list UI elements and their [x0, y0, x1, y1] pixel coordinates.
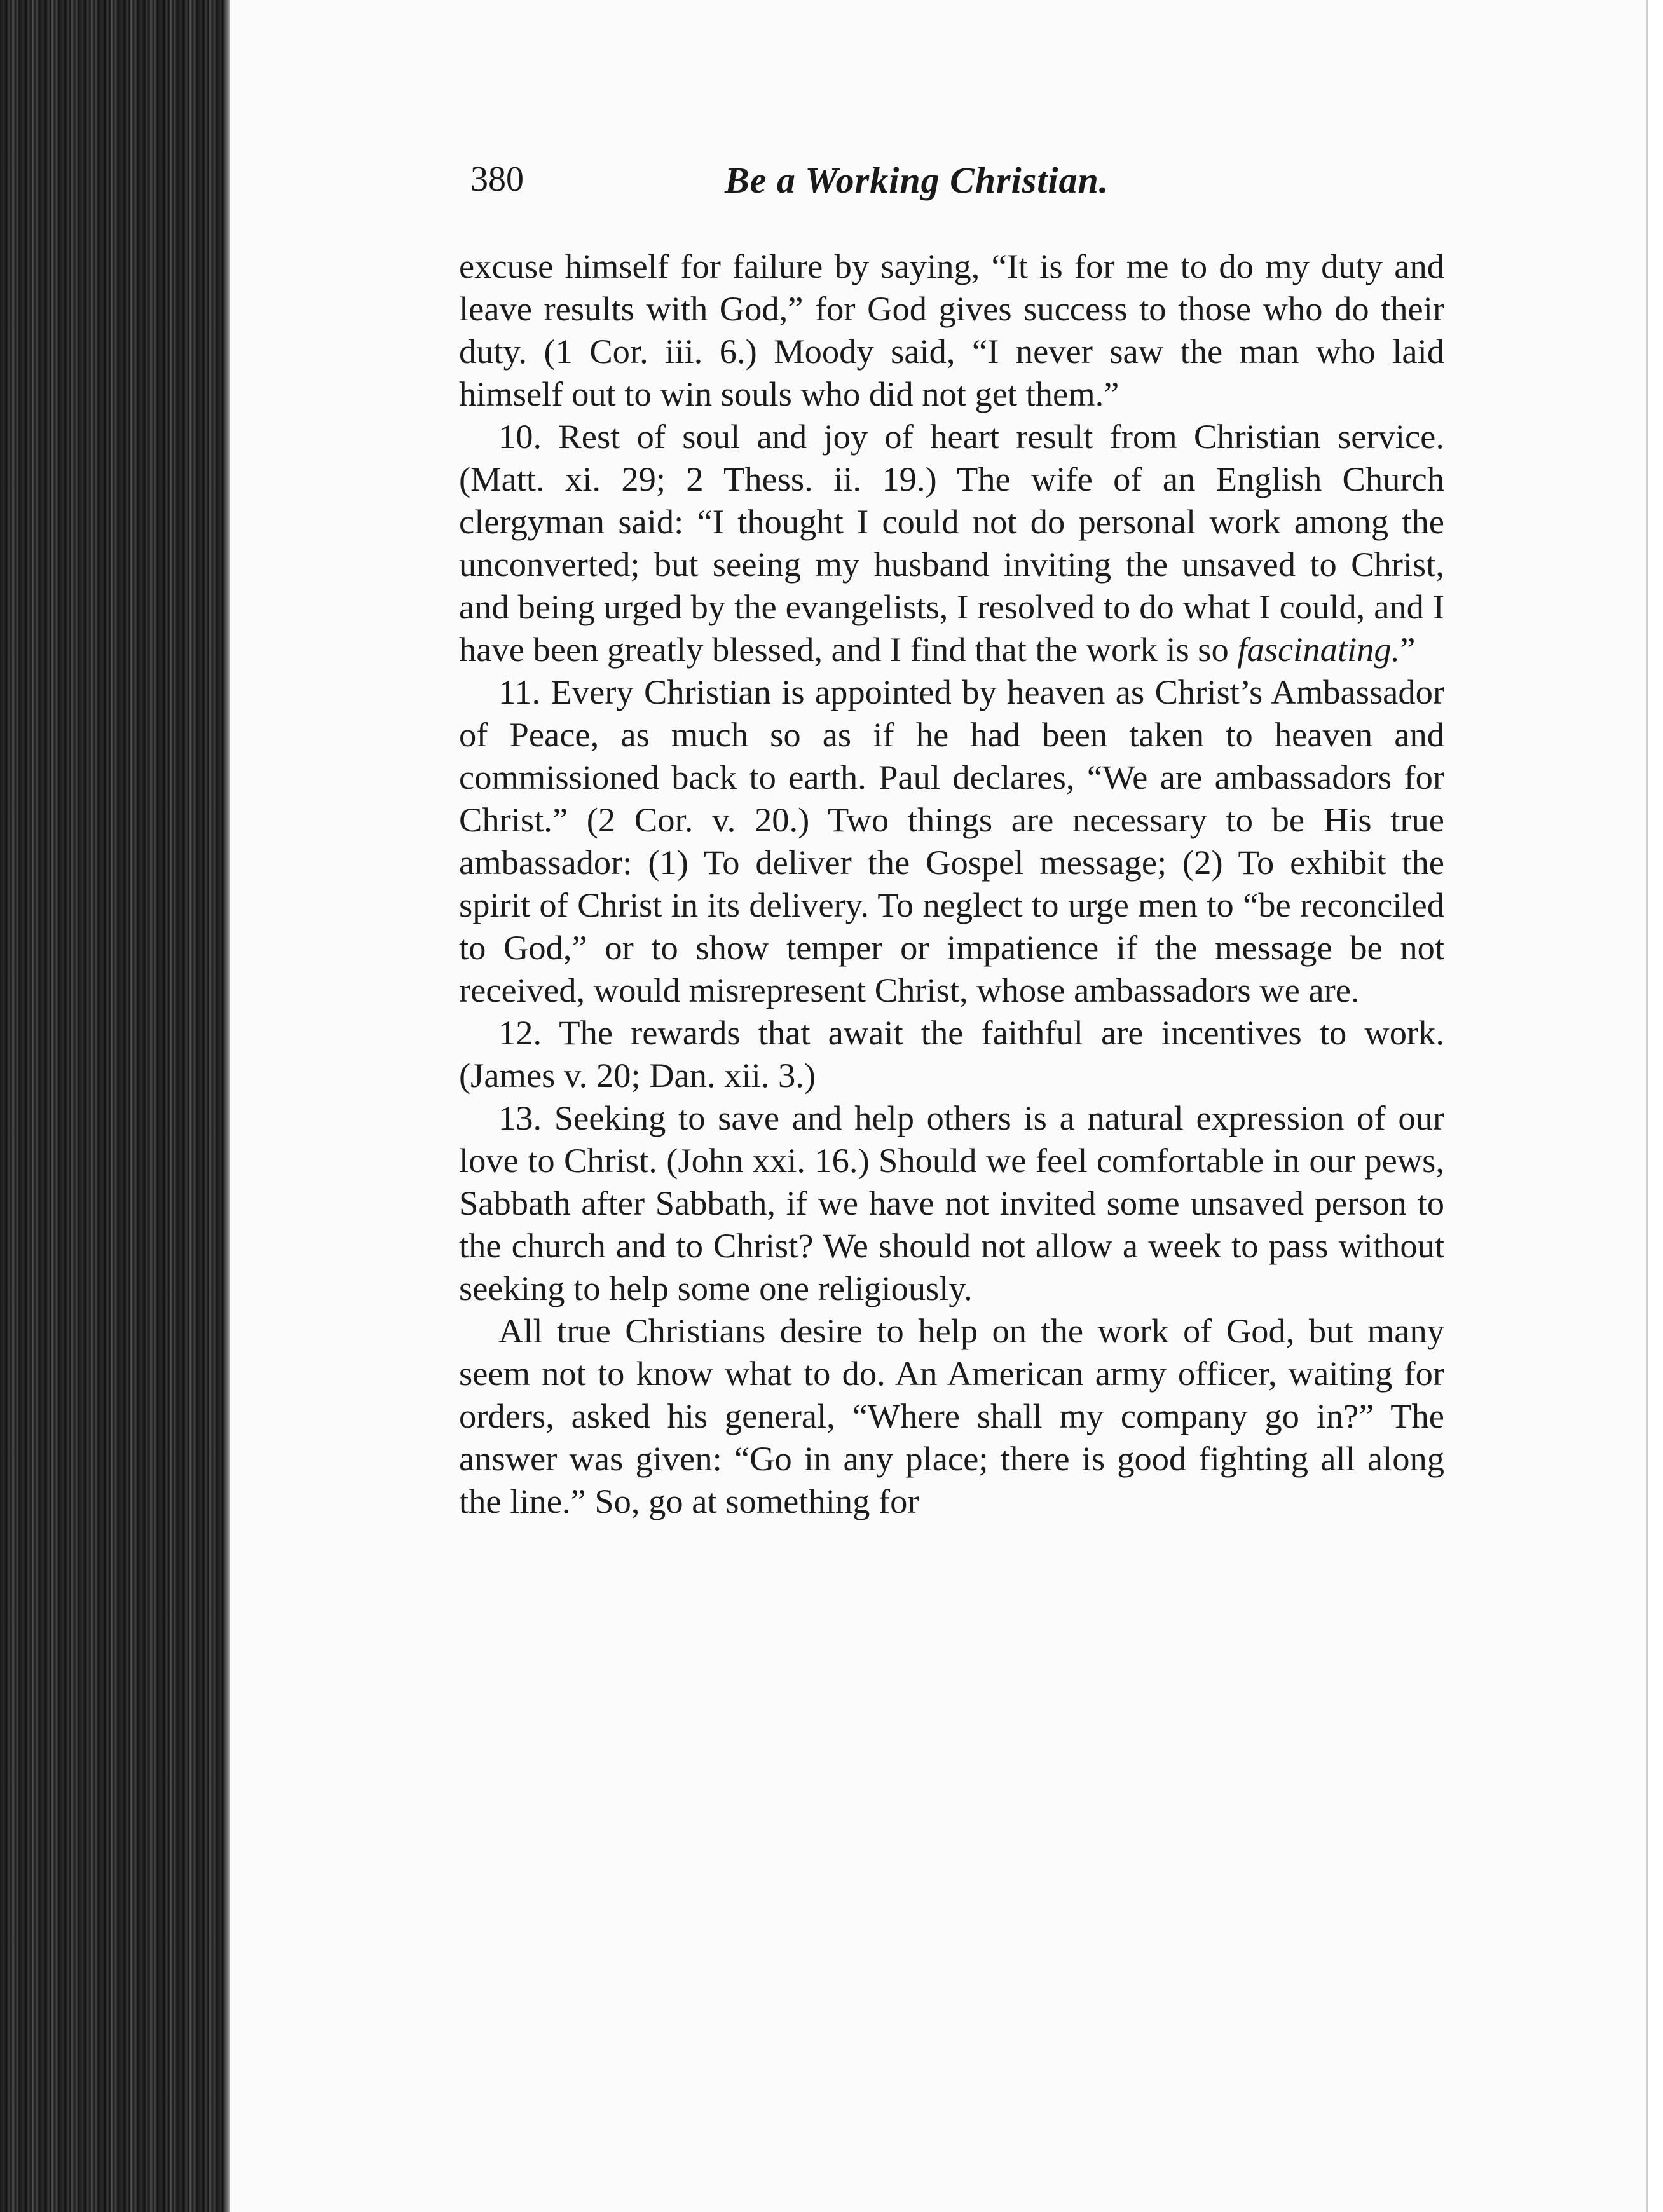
paragraph-point-12 — [459, 1011, 1444, 1096]
paragraph-point-11 — [459, 671, 1444, 1011]
book-page-edges — [0, 0, 226, 2212]
closing-quote: ” — [1400, 630, 1416, 669]
paragraph-text: All true Christians desire to help on the work of God, but many seem not to know what to do. An American army officer, waiting for orders, asked his general, “Where shall my company go in?” The answer was given: “Go in any place; there is good fighting all along the line.” So, go at something for — [459, 1311, 1444, 1520]
paragraph-text: 11. Every Christian is appointed by heaven as Christ’s Ambassador of Peace, as much so as if he had been taken to heaven and commissioned back to earth. Paul declares, “We are ambassadors for Christ.” (2 Cor. v. 20.) Two things are necessary to be His true ambassador: (1) To deliver the Gospel message; (2) To exhibit the spirit of Christ in its delivery. To neglect to urge men to “be reconciled to God,” or to show temper or impatience if the message be not received, would misrepresent Christ, whose ambassadors we are. — [459, 672, 1444, 1009]
paragraph-text: excuse himself for failure by saying, “It is for me to do my duty and leave results with God,” for God gives success to those who do their duty. (1 Cor. iii. 6.) Moody said, “I never saw the man who laid himself out to win souls who did not get them.” — [459, 247, 1444, 413]
paragraph-text: 13. Seeking to save and help others is a natural expression of our love to Christ. (John xxi. 16.) Should we feel comfortable in our pews, Sabbath after Sabbath, if we have not invited some unsaved person to the church and to Christ? We should not allow a week to pass without seeking to help some one religiously. — [459, 1098, 1444, 1307]
emphasized-word: fascinating. — [1237, 630, 1400, 669]
page-number: 380 — [470, 160, 524, 199]
page-header — [470, 159, 1437, 216]
paragraph-closing — [459, 1309, 1444, 1522]
running-title: Be a Working Christian. — [725, 160, 1109, 201]
paragraph-point-10 — [459, 415, 1444, 671]
body-text — [459, 245, 1444, 1522]
paragraph-text: 12. The rewards that await the faithful are incentives to work. (James v. 20; Dan. xii. 3.) — [459, 1013, 1444, 1095]
paragraph-text: 10. Rest of soul and joy of heart result from Christian service. (Matt. xi. 29; 2 Thess. ii. 19.) The wife of an English Church clergyman said: “I thought I could not do personal work among the unconverted; but seeing my husband inviting the unsaved to Christ, and being urged by the evangelists, I resolved to do what I could, and I have been greatly blessed, and I find that the work is so — [459, 417, 1444, 669]
paragraph-continuation — [459, 245, 1444, 415]
paragraph-point-13 — [459, 1096, 1444, 1309]
